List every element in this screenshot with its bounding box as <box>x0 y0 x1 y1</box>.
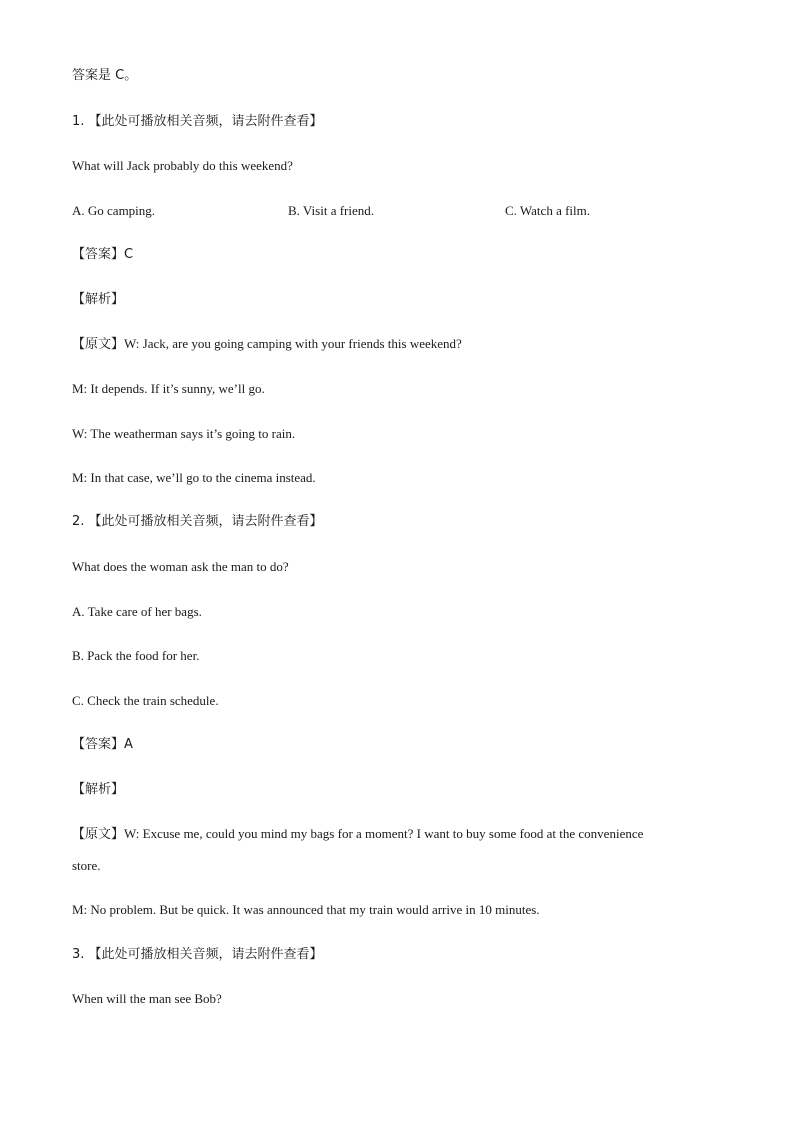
question-1-analysis-label: 【解析】 <box>72 292 125 307</box>
question-2-transcript-line: M: No problem. But be quick. It was announced that my train would arrive in 10 minutes. <box>72 902 540 917</box>
question-3-header: 3. 【此处可播放相关音频，请去附件查看】 <box>72 947 323 962</box>
question-2-option-a: A. Take care of her bags. <box>72 604 202 619</box>
previous-answer: 答案是 C。 <box>72 68 138 83</box>
question-2-analysis-label: 【解析】 <box>72 782 125 797</box>
question-1-transcript-line: M: In that case, we’ll go to the cinema instead. <box>72 470 316 485</box>
question-2-transcript-line: 【原文】W: Excuse me, could you mind my bags for a moment? I want to buy some food at the convenience <box>72 826 644 841</box>
question-1-option-b: B. Visit a friend. <box>288 203 374 218</box>
question-2-transcript-line-continued: store. <box>72 858 101 873</box>
question-2-option-b: B. Pack the food for her. <box>72 648 200 663</box>
question-1-header: 1. 【此处可播放相关音频，请去附件查看】 <box>72 114 323 129</box>
question-2-header: 2. 【此处可播放相关音频，请去附件查看】 <box>72 514 323 529</box>
question-1-transcript-line: M: It depends. If it’s sunny, we’ll go. <box>72 381 265 396</box>
question-1-option-a: A. Go camping. <box>72 203 156 218</box>
question-1-transcript-line: 【原文】W: Jack, are you going camping with your friends this weekend? <box>72 336 462 351</box>
question-1-answer: 【答案】C <box>72 247 134 262</box>
question-3-text: When will the man see Bob? <box>72 991 222 1006</box>
question-1-text: What will Jack probably do this weekend? <box>72 158 293 173</box>
question-2-option-c: C. Check the train schedule. <box>72 693 219 708</box>
question-1-transcript-line: W: The weatherman says it’s going to rain. <box>72 426 296 441</box>
question-2-text: What does the woman ask the man to do? <box>72 559 289 574</box>
question-2-answer: 【答案】A <box>72 737 133 752</box>
question-1-option-c: C. Watch a film. <box>505 203 591 218</box>
